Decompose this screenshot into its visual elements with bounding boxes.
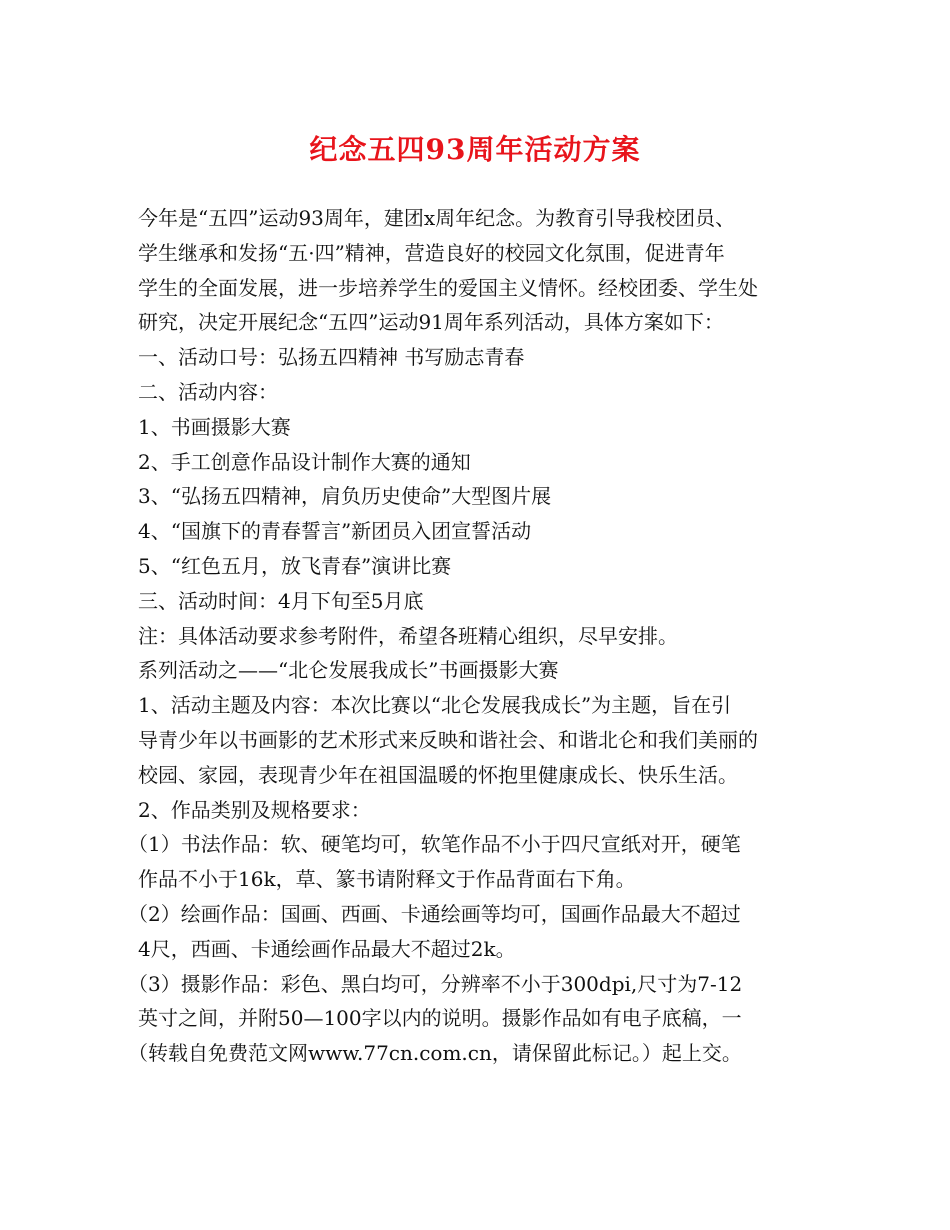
body-line: 1、活动主题及内容：本次比赛以“北仑发展我成长”为主题，旨在引 — [138, 693, 732, 718]
document-body — [128, 201, 828, 1071]
body-line: 研究，决定开展纪念“五四”运动91周年系列活动，具体方案如下： — [138, 310, 724, 335]
body-line: 3、“弘扬五四精神，肩负历史使命”大型图片展 — [138, 484, 552, 509]
body-line: 今年是“五四”运动93周年，建团x周年纪念。为教育引导我校团员、 — [138, 206, 736, 230]
body-line: （2）绘画作品：国画、西画、卡通绘画等均可，国画作品最大不超过 — [128, 901, 741, 926]
body-line: 三、活动时间：4月下旬至5月底 — [138, 588, 424, 613]
body-line: 5、“红色五月，放飞青春”演讲比赛 — [138, 553, 452, 578]
body-line: （3）摄影作品：彩色、黑白均可，分辨率不小于300dpi,尺寸为7-12 — [128, 971, 743, 996]
body-line: 一、活动口号：弘扬五四精神 书写励志青春 — [138, 345, 525, 370]
body-line: 4尺，西画、卡通绘画作品最大不超过2k。 — [138, 936, 516, 961]
body-line: 校园、家园，表现青少年在祖国温暖的怀抱里健康成长、快乐生活。 — [138, 762, 738, 787]
body-line: 1、书画摄影大赛 — [138, 414, 291, 439]
body-line: 作品不小于16k，草、篆书请附释文于作品背面右下角。 — [138, 867, 636, 892]
body-line: 二、活动内容： — [138, 379, 278, 404]
body-line: （1）书法作品：软、硬笔均可，软笔作品不小于四尺宣纸对开，硬笔 — [128, 832, 741, 857]
body-line: 学生的全面发展，进一步培养学生的爱国主义情怀。经校团委、学生处 — [138, 275, 758, 300]
body-line: 导青少年以书画影的艺术形式来反映和谐社会、和谐北仑和我们美丽的 — [138, 727, 758, 752]
body-line: 系列活动之——“北仑发展我成长”书画摄影大赛 — [138, 658, 559, 683]
body-line: 英寸之间，并附50—100字以内的说明。摄影作品如有电子底稿，一 — [138, 1006, 742, 1031]
body-line: （转载自免费范文网www.77cn.com.cn，请保留此标记。）起上交。 — [128, 1041, 742, 1066]
body-line: 注：具体活动要求参考附件，希望各班精心组织，尽早安排。 — [138, 623, 678, 648]
body-line: 2、手工创意作品设计制作大赛的通知 — [138, 449, 471, 474]
body-line: 4、“国旗下的青春誓言”新团员入团宣誓活动 — [138, 519, 532, 544]
body-line: 学生继承和发扬“五·四”精神，营造良好的校园文化氛围，促进青年 — [138, 240, 725, 265]
body-line: 2、作品类别及规格要求： — [138, 797, 371, 822]
document-title: 纪念五四93周年活动方案 — [309, 133, 641, 166]
